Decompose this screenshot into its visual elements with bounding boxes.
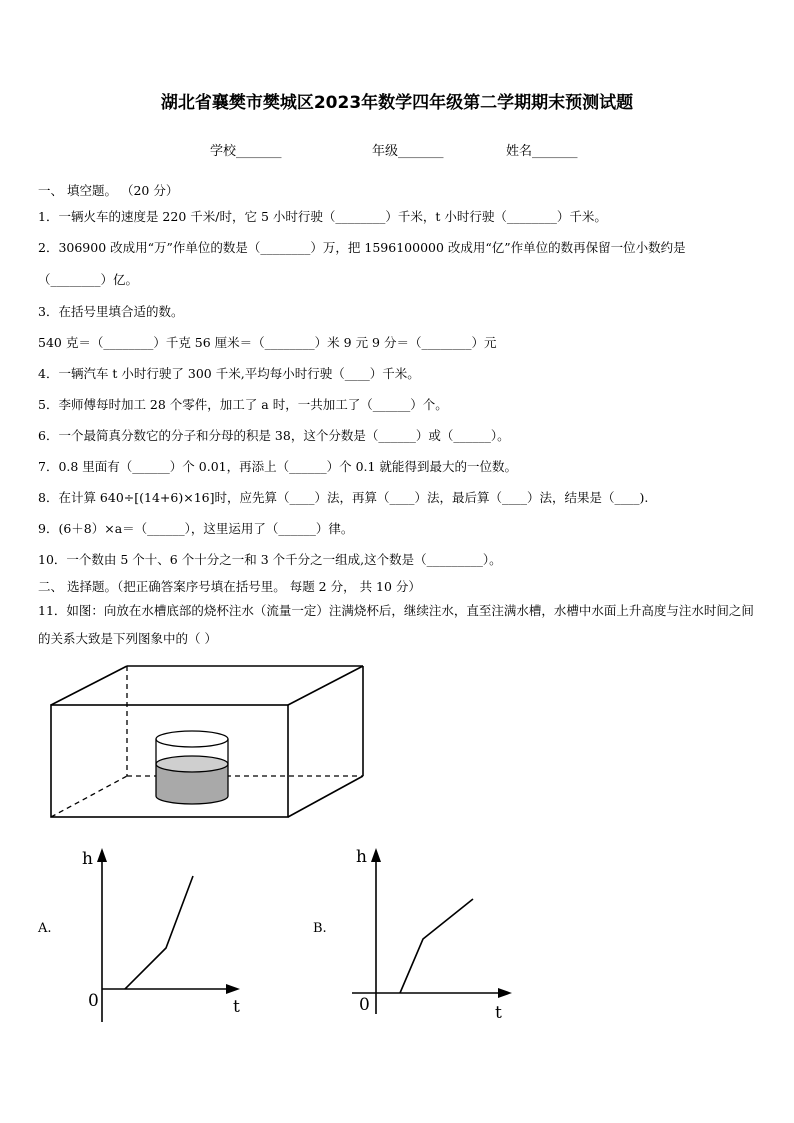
option-b-graph — [352, 842, 532, 1027]
y-axis-arrow-icon — [371, 848, 381, 862]
question-8: 8．在计算 640÷[(14+6)×16]时，应先算（____）法，再算（____）法，最后算（____）法，结果是（____). — [38, 490, 649, 505]
question-9: 9．(6＋8）×a＝（______），这里运用了（______）律。 — [38, 521, 354, 536]
question-6: 6．一个最简真分数它的分子和分母的积是 38，这个分数是（______）或（______）。 — [38, 428, 510, 443]
origin-label: 0 — [359, 995, 370, 1015]
question-3: 3．在括号里填合适的数。 — [38, 304, 184, 319]
y-axis-label: h — [356, 847, 367, 867]
option-a-graph — [80, 842, 260, 1027]
name-field: 姓名_______ — [506, 144, 578, 159]
option-b-curve — [400, 899, 473, 993]
question-5: 5．李师傅每时加工 28 个零件，加工了 a 时，一共加工了（______）个。 — [38, 397, 448, 412]
question-2-line-1: 2．306900 改成用“万”作单位的数是（________）万，把 1596100000 改成用“亿”作单位的数再保留一位小数约是 — [38, 240, 686, 255]
question-11: 11．如图：向放在水槽底部的烧杯注水（流量一定）注满烧杯后，继续注水，直至注满水槽，水槽中水面上升高度与注水时间之间的关系大致是下列图象中的（ ） — [38, 603, 754, 646]
x-axis-label: t — [495, 1003, 502, 1023]
page-title: 湖北省襄樊市樊城区2023年数学四年级第二学期期末预测试题 — [160, 93, 634, 113]
question-4: 4．一辆汽车 t 小时行驶了 300 千米,平均每小时行驶（____）千米。 — [38, 366, 420, 381]
school-field: 学校_______ — [210, 144, 282, 159]
question-2-line-2: （________）亿。 — [38, 272, 139, 287]
origin-label: 0 — [88, 991, 99, 1011]
y-axis-label: h — [82, 849, 93, 869]
x-axis-arrow-icon — [226, 984, 240, 994]
y-axis-arrow-icon — [97, 848, 107, 862]
section-heading-choice: 二、 选择题。（把正确答案序号填在括号里。 每题 2 分， 共 10 分） — [38, 579, 421, 594]
option-a-label[interactable]: A. — [38, 921, 52, 936]
beaker — [156, 731, 228, 804]
grade-field: 年级_______ — [372, 144, 444, 159]
section-heading-fill: 一、 填空题。 （20 分） — [38, 183, 179, 198]
option-a-curve — [125, 876, 193, 989]
question-1: 1．一辆火车的速度是 220 千米/时，它 5 小时行驶（________）千米，t 小时行驶（________）千米。 — [38, 209, 607, 224]
x-axis-label: t — [233, 997, 240, 1017]
question-3-items: 540 克＝（________）千克 56 厘米＝（________）米 9 元 9 分＝（________）元 — [38, 335, 497, 350]
question-10: 10．一个数由 5 个十、6 个十分之一和 3 个千分之一组成,这个数是（_________）。 — [38, 552, 502, 567]
option-b-label[interactable]: B. — [313, 921, 327, 936]
question-7: 7．0.8 里面有（______）个 0.01，再添上（______）个 0.1 就能得到最大的一位数。 — [38, 459, 517, 474]
x-axis-arrow-icon — [498, 988, 512, 998]
tank-diagram — [40, 660, 380, 825]
